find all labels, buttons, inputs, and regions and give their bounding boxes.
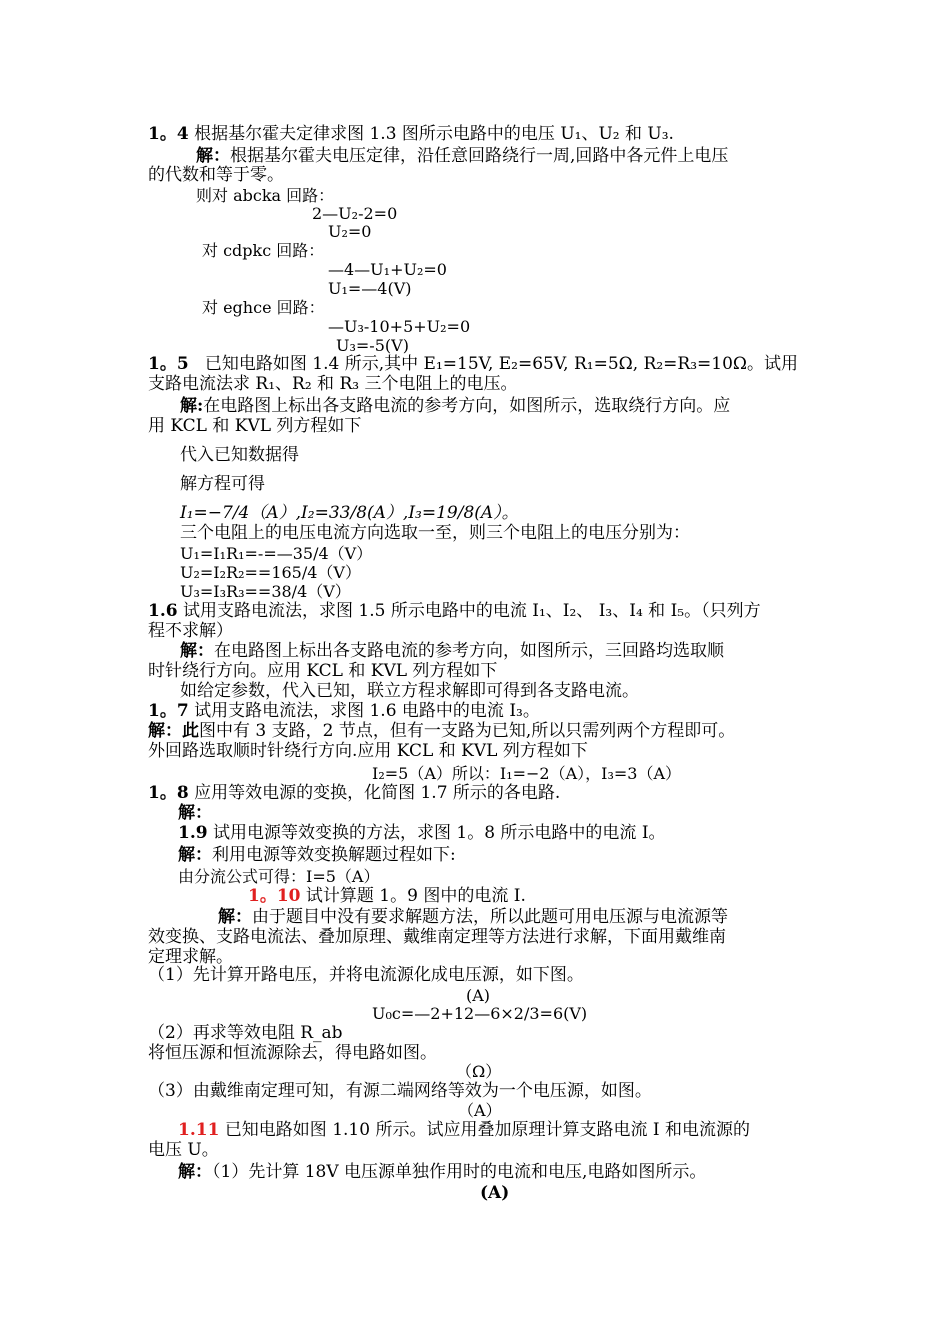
- question-continuation: 支路电流法求 R₁、R₂ 和 R₃ 三个电阻上的电压。: [148, 374, 518, 394]
- problem-1-11-question: [178, 1120, 750, 1141]
- voltage-u3: U₃=I₃R₃==38/4（V）: [180, 582, 351, 601]
- solution-label: 解：: [218, 907, 252, 927]
- solution-continuation: 时针绕行方向。应用 KCL 和 KVL 列方程如下: [148, 661, 498, 681]
- solution-label: 解：: [178, 1162, 212, 1182]
- unit-label: （Ω）: [456, 1062, 502, 1081]
- solution-line: [196, 146, 728, 167]
- problem-1-6-question: [148, 601, 761, 622]
- question-text: 根据基尔霍夫定律求图 1.3 图所示电路中的电压 U₁、U₂ 和 U₃.: [194, 124, 674, 144]
- problem-number: 1.11: [178, 1120, 220, 1140]
- result: 由分流公式可得：I=5（A）: [178, 867, 380, 886]
- step-3: （3）由戴维南定理可知，有源二端网络等效为一个电压源，如图。: [148, 1081, 652, 1101]
- loop-label: 对 cdpkc 回路：: [202, 241, 325, 260]
- equation: —4—U₁+U₂=0: [328, 260, 447, 279]
- solution-continuation: 的代数和等于零。: [148, 165, 284, 185]
- problem-number: 1。5: [148, 354, 189, 374]
- solution-line: [180, 641, 724, 662]
- solution-text: 图中有 3 支路，2 节点，但有一支路为已知,所以只需列两个方程即可。: [199, 721, 736, 741]
- loop-label: 则对 abcka 回路：: [196, 186, 335, 205]
- voltage-note: 三个电阻上的电压电流方向选取一至，则三个电阻上的电压分别为：: [180, 523, 690, 543]
- equation: —U₃-10+5+U₂=0: [328, 317, 471, 336]
- problem-number: 1。10: [248, 886, 301, 906]
- step-2: （2）再求等效电阻 R_ab: [148, 1023, 343, 1043]
- equation: U₃=-5(V): [336, 336, 409, 355]
- equation: U₁=—4(V): [328, 279, 412, 298]
- question-text: 已知电路如图 1.4 所示,其中 E₁=15V, E₂=65V, R₁=5Ω, R₂=R₃=10Ω。试用: [204, 354, 798, 374]
- question-continuation: 程不求解）: [148, 621, 233, 641]
- problem-1-10-question: [248, 886, 526, 907]
- question-text: 已知电路如图 1.10 所示。试应用叠加原理计算支路电流 I 和电流源的: [224, 1120, 750, 1140]
- solution-line: [218, 907, 728, 928]
- result: I₁=−7/4（A）,I₂=33/8(A）,I₃=19/8(A）。: [180, 503, 519, 523]
- question-text: 试计算题 1。9 图中的电流 I.: [305, 886, 526, 906]
- problem-1-9-question: [178, 823, 666, 844]
- problem-1-5-question: [148, 354, 798, 375]
- problem-number: 1。4: [148, 124, 189, 144]
- problem-1-8-question: [148, 783, 560, 804]
- solution-continuation: 外回路选取顺时针绕行方向.应用 KCL 和 KVL 列方程如下: [148, 741, 588, 761]
- solution-label: 解：: [178, 845, 212, 865]
- voltage-u2: U₂=I₂R₂==165/4（V）: [180, 563, 361, 582]
- step-2-continuation: 将恒压源和恒流源除去，得电路如图。: [148, 1043, 437, 1063]
- loop-label: 对 eghce 回路：: [202, 298, 325, 317]
- unit-label: （A）: [458, 1101, 502, 1120]
- solution-continuation: 用 KCL 和 KVL 列方程如下: [148, 416, 362, 436]
- problem-number: 1.9: [178, 823, 208, 843]
- solution-label: 解：: [196, 146, 230, 166]
- solution-label: 解：: [180, 641, 214, 661]
- solution-text: 根据基尔霍夫电压定律，沿任意回路绕行一周,回路中各元件上电压: [230, 146, 729, 166]
- solve-note: 解方程可得: [180, 474, 265, 494]
- equation: U₂=0: [328, 222, 372, 241]
- solution-label: 解：: [178, 803, 212, 823]
- question-continuation: 电压 U。: [148, 1140, 219, 1160]
- solution-text: 在电路图上标出各支路电流的参考方向，如图所示，选取绕行方向。应: [203, 396, 731, 416]
- step-1: （1）先计算开路电压，并将电流源化成电压源，如下图。: [148, 965, 584, 985]
- unit-label: (A): [466, 986, 491, 1005]
- solution-continuation: 定理求解。: [148, 947, 233, 967]
- problem-number: 1。8: [148, 783, 189, 803]
- solution-line: [148, 721, 735, 742]
- solution-text: 由于题目中没有要求解题方法，所以此题可用电压源与电流源等: [252, 907, 728, 927]
- problem-1-7-question: [148, 701, 540, 722]
- solution-continuation: 效变换、支路电流法、叠加原理、戴维南定理等方法进行求解，下面用戴维南: [148, 927, 726, 947]
- solution-line: [180, 396, 730, 417]
- problem-number: 1。7: [148, 701, 189, 721]
- question-text: 试用电源等效变换的方法，求图 1。8 所示电路中的电流 I。: [212, 823, 666, 843]
- solution-label: 解:: [180, 396, 204, 416]
- equation: 2—U₂-2=0: [312, 204, 398, 223]
- unit-label: (A): [480, 1183, 510, 1203]
- result: I₂=5（A）所以：I₁=−2（A），I₃=3（A）: [372, 764, 682, 783]
- question-text: 试用支路电流法，求图 1.6 电路中的电流 I₃。: [194, 701, 540, 721]
- solution-line: [178, 845, 456, 866]
- solution-text: （1）先计算 18V 电压源单独作用时的电流和电压,电路如图所示。: [212, 1162, 707, 1182]
- solution-text: 利用电源等效变换解题过程如下:: [212, 845, 456, 865]
- equation-uoc: U₀c=—2+12—6×2/3=6(V): [372, 1004, 588, 1023]
- question-text: 应用等效电源的变换，化简图 1.7 所示的各电路.: [194, 783, 561, 803]
- problem-1-4-question: [148, 124, 674, 145]
- note: 如给定参数，代入已知，联立方程求解即可得到各支路电流。: [180, 681, 639, 701]
- question-text: 试用支路电流法，求图 1.5 所示电路中的电流 I₁、I₂、 I₃、I₄ 和 I₅。（只列方: [182, 601, 761, 621]
- problem-number: 1.6: [148, 601, 178, 621]
- voltage-u1: U₁=I₁R₁=-=—35/4（V）: [180, 544, 373, 563]
- solution-text: 在电路图上标出各支路电流的参考方向，如图所示，三回路均选取顺: [214, 641, 724, 661]
- substitute-note: 代入已知数据得: [180, 445, 299, 465]
- solution-label: 解：此: [148, 721, 199, 741]
- solution-line: [178, 1162, 706, 1183]
